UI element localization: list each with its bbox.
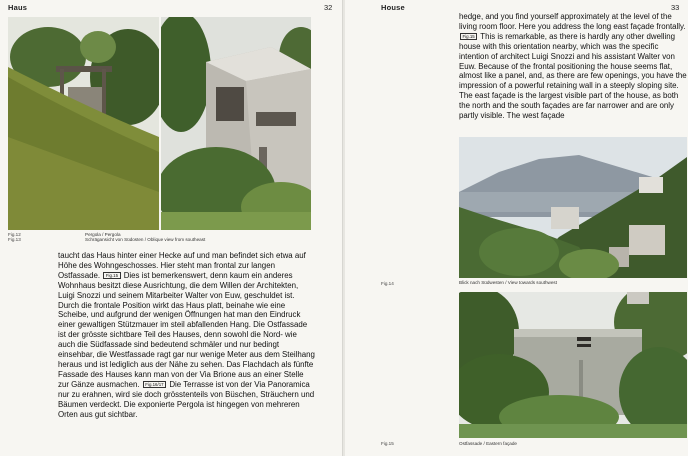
page-number-left: 32 bbox=[324, 3, 333, 12]
body-text-english bbox=[459, 12, 687, 121]
right-page bbox=[345, 0, 688, 456]
text-de-3: Die Terrasse ist von der Via Panoramica nur zu erahnen, wird sie doch grösstenteils von Büschen, Sträuchern und Bäumen verdeckt. Die exponierte Pergola ist hingegen von mehreren Orten aus gut sichtbar. bbox=[58, 379, 315, 419]
running-head-left: Haus bbox=[8, 3, 28, 12]
photo-pergola bbox=[8, 17, 159, 230]
text-en-2: This is remarkable, as there is hardly any other dwelling house with this orientation nearby, which was the specific intention of architect Luigi Snozzi and his assistant Walter von Euw. Because of the frontal positioning the house seems flat, almost like a panel, and, as there are few openings, you have the impression of a powerful retaining wall in a steeply sloping site. The east façade is the largest visible part of the house, as both the north and the south façades are far narrower and are only partly visible. The west façade bbox=[459, 31, 687, 121]
running-head-right: House bbox=[381, 3, 405, 12]
figure-ref-fig15-en: Fig.15 bbox=[460, 33, 477, 40]
text-de-2: Dies ist bemerkenswert, denn kaum ein anderes Wohnhaus besitzt diese Ausrichtung, die dem Willen der Architekten, Luigi Snozzi und seinem Mitarbeiter Walter von Euw, geschuldet ist. Durch die frontale Position wirkt das Haus platt, beinahe wie eine Scheibe, und aufgrund der wenigen Öffnungen hat man den Eindruck einer gewaltigen Stützmauer im steil abfallenden Hang. Die Ostfassade ist der grösste sichtbare Teil des Hauses, denn sowohl die Nord- wie auch die Südfassade sind bedeutend schmäler und nur bedingt einsehbar, die Westfassade ragt gar nur wenige Meter aus dem Steilhang heraus und ist lediglich aus der Nähe zu sehen. Das Flachdach als fünfte Fassade des Hauses kann man von der Via Brione aus an einer Stelle zur Gänze ausmachen. bbox=[58, 270, 315, 389]
caption-oblique-view: Schrägansicht von Südosten / Oblique view from southeast bbox=[85, 237, 206, 242]
page-number-right: 33 bbox=[671, 3, 680, 12]
figure-ref-fig16-17: Fig.16/17 bbox=[143, 381, 166, 388]
fig-15-label: Fig.15 bbox=[381, 441, 394, 446]
text-de-1: taucht das Haus hinter einer Hecke auf und man befindet sich etwa auf Höhe des Wohngeschosses. Hier steht man frontal zur langen Ostfassade. bbox=[58, 251, 306, 280]
photo-house-oblique bbox=[161, 17, 311, 230]
eastern-facade-photo-graphic bbox=[459, 292, 687, 438]
southwest-view-photo-graphic bbox=[459, 137, 687, 278]
fig-14-label: Fig.14 bbox=[381, 281, 394, 286]
caption-pergola: Pergola / Pergola bbox=[85, 232, 121, 237]
caption-southwest: Blick nach Südwesten / View towards southwest bbox=[459, 280, 557, 285]
paragraph-english bbox=[459, 12, 687, 121]
body-text-german bbox=[58, 251, 316, 419]
photo-view-southwest bbox=[459, 137, 687, 278]
pergola-photo-graphic bbox=[8, 17, 159, 230]
figure-ref-fig15: Fig.15 bbox=[103, 272, 120, 279]
fig-12-label: Fig.12 bbox=[8, 232, 21, 237]
photo-eastern-facade bbox=[459, 292, 687, 438]
left-page bbox=[0, 0, 343, 456]
text-en-1: hedge, and you find yourself approximately at the level of the living room floor. Here you address the long east façade frontally. bbox=[459, 12, 686, 31]
caption-eastern-facade: Ostfassade / Eastern façade bbox=[459, 441, 517, 446]
paragraph-german bbox=[58, 251, 316, 419]
fig-13-label: Fig.13 bbox=[8, 237, 21, 242]
house-oblique-photo-graphic bbox=[161, 17, 311, 230]
